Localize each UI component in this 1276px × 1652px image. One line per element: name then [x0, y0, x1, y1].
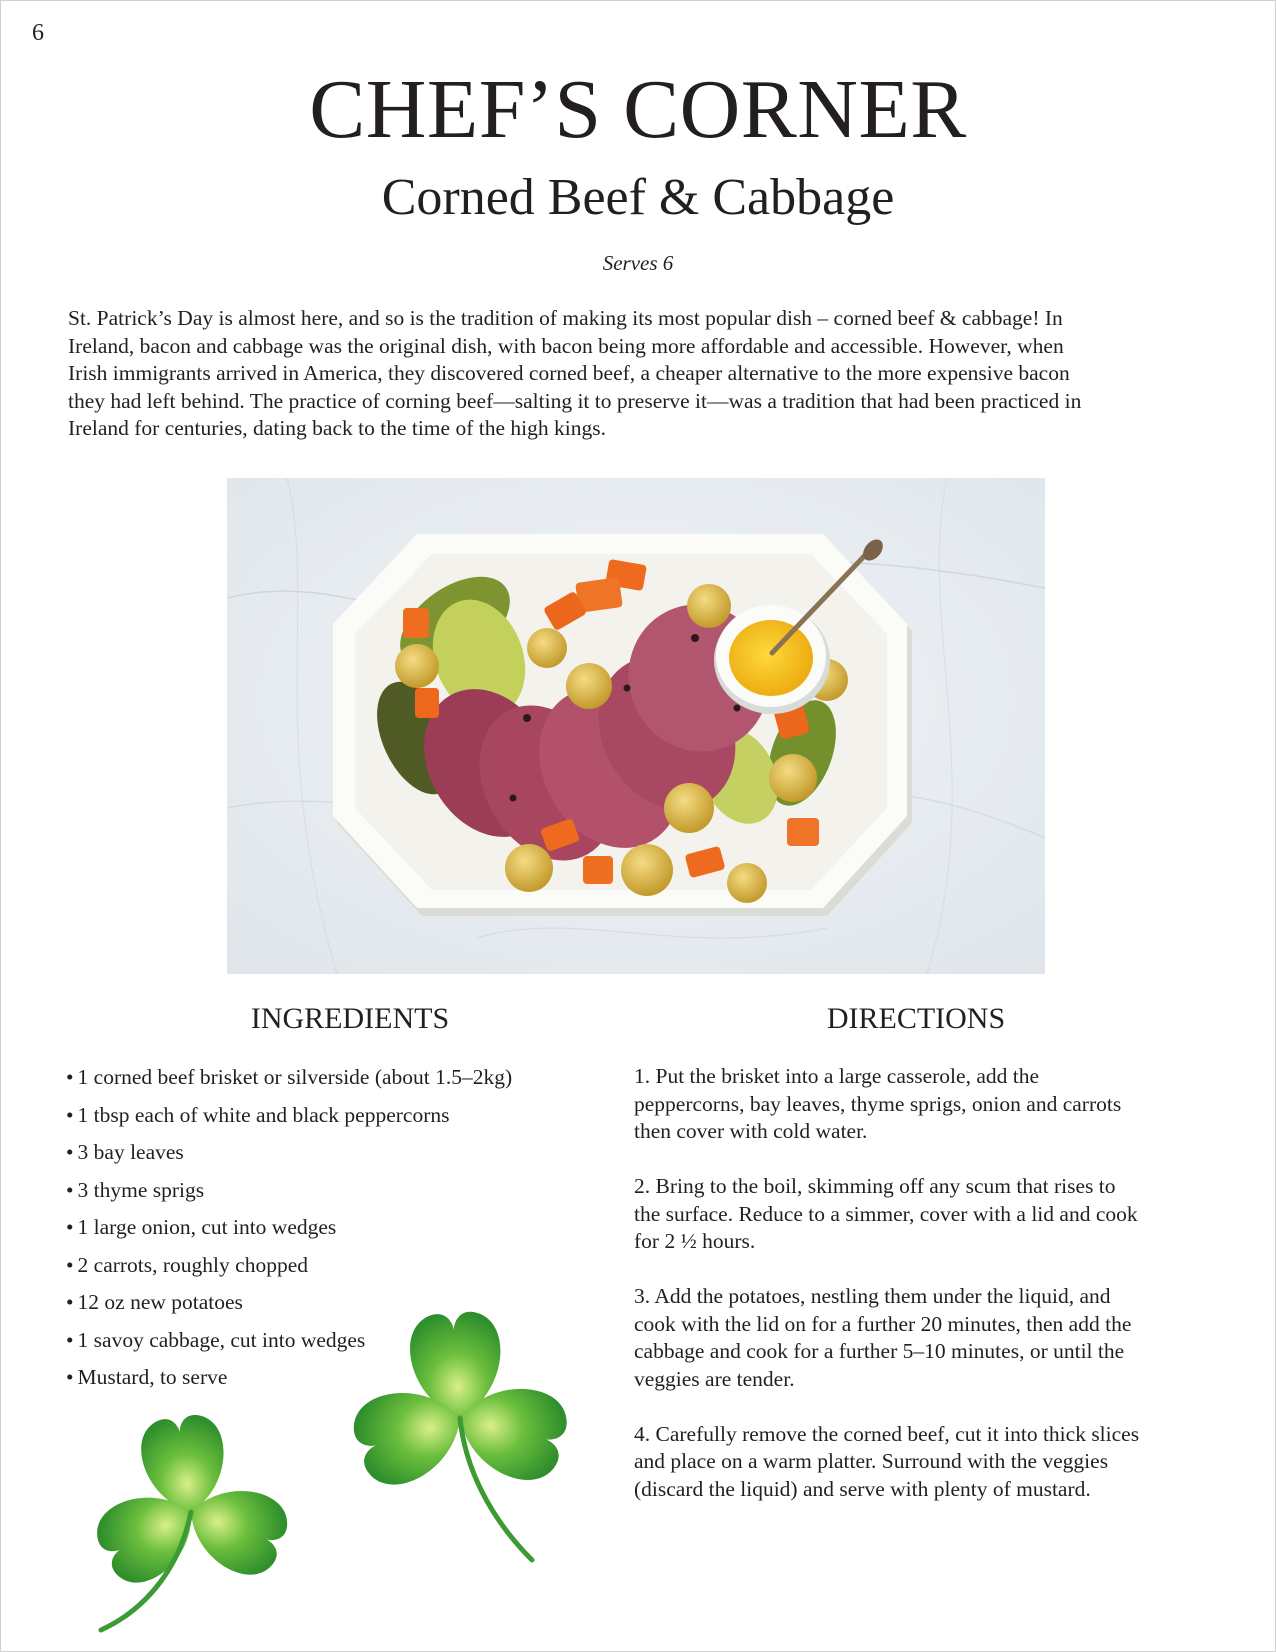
ingredient-item: • 2 carrots, roughly chopped: [66, 1250, 512, 1288]
ingredient-item: • 3 thyme sprigs: [66, 1175, 512, 1213]
shamrock-icon: [86, 1412, 296, 1634]
direction-line: (discard the liquid) and serve with plenty of mustard.: [634, 1476, 1091, 1501]
intro-line: Ireland for centuries, dating back to the time of the high kings.: [68, 416, 606, 440]
ingredients-heading: INGREDIENTS: [250, 1002, 450, 1035]
direction-line: 2. Bring to the boil, skimming off any scum that rises to: [634, 1174, 1116, 1198]
direction-line: for 2 ½ hours.: [634, 1229, 756, 1253]
intro-line: Ireland, bacon and cabbage was the original dish, with bacon being more affordable and accessible. However, when: [68, 333, 1064, 358]
intro-paragraph: [68, 305, 1218, 443]
recipe-title: Corned Beef & Cabbage: [381, 169, 895, 226]
dish-photo: [227, 478, 1045, 974]
ingredient-item: • 12 oz new potatoes: [66, 1287, 512, 1325]
direction-line: then cover with cold water.: [634, 1119, 868, 1143]
direction-line: veggies are tender.: [634, 1366, 795, 1391]
shamrock-icon: [348, 1310, 578, 1568]
direction-line: cook with the lid on for a further 20 minutes, then add the: [634, 1311, 1132, 1336]
directions-list: [634, 1063, 1204, 1531]
direction-step: [634, 1173, 1204, 1256]
ingredient-item: • 1 large onion, cut into wedges: [66, 1212, 512, 1250]
direction-line: 1. Put the brisket into a large casserole, add the: [634, 1064, 1040, 1088]
direction-line: the surface. Reduce to a simmer, cover with a lid and cook: [634, 1201, 1138, 1226]
direction-line: cabbage and cook for a further 5–10 minutes, or until the: [634, 1339, 1125, 1363]
serves-note: Serves 6: [602, 251, 674, 275]
direction-step: [634, 1283, 1204, 1393]
intro-line: St. Patrick’s Day is almost here, and so is the tradition of making its most popular dish – corned beef & cabbage! In: [68, 306, 1063, 330]
ingredient-item: • 1 corned beef brisket or silverside (about 1.5–2kg): [66, 1062, 512, 1100]
intro-line: Irish immigrants arrived in America, they discovered corned beef, a cheaper alternative to the more expensive bacon: [68, 361, 1070, 385]
masthead-title: CHEF’S CORNER: [309, 63, 967, 156]
page-number: 6: [32, 20, 44, 46]
intro-line: they had left behind. The practice of corning beef—salting it to preserve it—was a tradition that had been practiced in: [68, 388, 1082, 413]
directions-heading: DIRECTIONS: [826, 1002, 1006, 1035]
direction-step: [634, 1421, 1204, 1504]
direction-line: and place on a warm platter. Surround with the veggies: [634, 1449, 1109, 1473]
direction-line: peppercorns, bay leaves, thyme sprigs, onion and carrots: [634, 1091, 1122, 1116]
ingredient-item: • 3 bay leaves: [66, 1137, 512, 1175]
ingredient-item: • 1 tbsp each of white and black peppercorns: [66, 1100, 512, 1138]
direction-line: 3. Add the potatoes, nestling them under the liquid, and: [634, 1284, 1111, 1308]
ingredient-item: • 1 savoy cabbage, cut into wedges: [66, 1325, 512, 1363]
ingredient-item: • Mustard, to serve: [66, 1362, 512, 1400]
direction-step: [634, 1063, 1204, 1146]
direction-line: 4. Carefully remove the corned beef, cut it into thick slices: [634, 1421, 1140, 1446]
